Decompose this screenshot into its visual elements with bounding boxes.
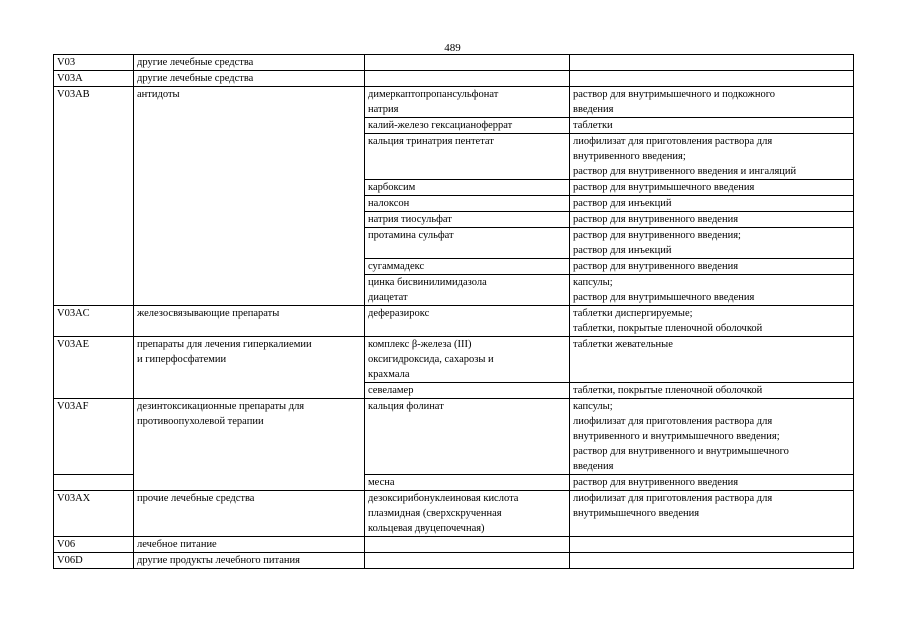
group-name-cell <box>134 196 365 212</box>
dosage-form-cell: капсулы; раствор для внутримышечного введения <box>570 275 854 306</box>
atc-code-cell: V03AB <box>54 87 134 118</box>
atc-code-cell: V03A <box>54 71 134 87</box>
drug-name-cell: налоксон <box>365 196 570 212</box>
drug-name-cell: цинка бисвинилимидазола диацетат <box>365 275 570 306</box>
atc-code-cell: V06D <box>54 553 134 569</box>
drug-name-cell: димеркаптопропансульфонат натрия <box>365 87 570 118</box>
table-row <box>54 399 854 475</box>
table-row <box>54 306 854 337</box>
group-name-cell <box>134 275 365 306</box>
atc-code-cell: V03AF <box>54 399 134 475</box>
group-name-cell <box>134 118 365 134</box>
atc-code-cell <box>54 180 134 196</box>
group-name-cell <box>134 228 365 259</box>
dosage-form-cell <box>570 55 854 71</box>
drug-name-cell: протамина сульфат <box>365 228 570 259</box>
dosage-form-cell: раствор для внутримышечного и подкожного введения <box>570 87 854 118</box>
drug-name-cell <box>365 55 570 71</box>
table-row <box>54 259 854 275</box>
atc-code-cell: V03 <box>54 55 134 71</box>
dosage-form-cell: раствор для внутримышечного введения <box>570 180 854 196</box>
dosage-form-cell <box>570 71 854 87</box>
dosage-form-cell <box>570 553 854 569</box>
group-name-cell: лечебное питание <box>134 537 365 553</box>
atc-code-cell: V03AX <box>54 491 134 537</box>
group-name-cell: другие продукты лечебного питания <box>134 553 365 569</box>
dosage-form-cell: таблетки, покрытые пленочной оболочкой <box>570 383 854 399</box>
drug-name-cell: натрия тиосульфат <box>365 212 570 228</box>
atc-code-cell <box>54 475 134 491</box>
atc-code-cell: V06 <box>54 537 134 553</box>
table-row <box>54 180 854 196</box>
table-row <box>54 55 854 71</box>
drug-name-cell <box>365 71 570 87</box>
group-name-cell: другие лечебные средства <box>134 55 365 71</box>
table-row <box>54 228 854 259</box>
drug-name-cell <box>365 553 570 569</box>
group-name-cell: прочие лечебные средства <box>134 491 365 537</box>
table-row <box>54 475 854 491</box>
dosage-form-cell: раствор для внутривенного введения <box>570 259 854 275</box>
group-name-cell: дезинтоксикационные препараты для противоопухолевой терапии <box>134 399 365 475</box>
dosage-form-cell <box>570 537 854 553</box>
group-name-cell: железосвязывающие препараты <box>134 306 365 337</box>
table-row <box>54 212 854 228</box>
group-name-cell <box>134 475 365 491</box>
atc-code-cell <box>54 228 134 259</box>
dosage-form-cell: таблетки жевательные <box>570 337 854 383</box>
table-row <box>54 553 854 569</box>
table-row <box>54 537 854 553</box>
drug-name-cell: сугаммадекс <box>365 259 570 275</box>
table-row <box>54 275 854 306</box>
drug-name-cell: кальция тринатрия пентетат <box>365 134 570 180</box>
dosage-form-cell: раствор для внутривенного введения; раствор для инъекций <box>570 228 854 259</box>
drug-name-cell: месна <box>365 475 570 491</box>
dosage-form-cell: раствор для внутривенного введения <box>570 212 854 228</box>
group-name-cell: другие лечебные средства <box>134 71 365 87</box>
atc-code-cell <box>54 259 134 275</box>
dosage-form-cell: лиофилизат для приготовления раствора для внутримышечного введения <box>570 491 854 537</box>
drug-classification-table <box>53 54 854 569</box>
page-number: 489 <box>444 42 461 54</box>
drug-name-cell: деферазирокс <box>365 306 570 337</box>
dosage-form-cell: таблетки диспергируемые; таблетки, покрытые пленочной оболочкой <box>570 306 854 337</box>
drug-name-cell: комплекс β-железа (III) оксигидроксида, сахарозы и крахмала <box>365 337 570 383</box>
dosage-form-cell: лиофилизат для приготовления раствора для внутривенного введения; раствор для внутривенного введения и ингаляций <box>570 134 854 180</box>
group-name-cell <box>134 259 365 275</box>
atc-code-cell <box>54 118 134 134</box>
table-row <box>54 196 854 212</box>
atc-code-cell <box>54 196 134 212</box>
drug-name-cell: севеламер <box>365 383 570 399</box>
drug-name-cell: карбоксим <box>365 180 570 196</box>
atc-code-cell <box>54 383 134 399</box>
atc-code-cell: V03AC <box>54 306 134 337</box>
table-row <box>54 118 854 134</box>
drug-name-cell: дезоксирибонуклеиновая кислота плазмидная (сверхскрученная кольцевая двуцепочечная) <box>365 491 570 537</box>
atc-code-cell <box>54 275 134 306</box>
atc-code-cell <box>54 134 134 180</box>
table-row <box>54 87 854 118</box>
drug-name-cell: кальция фолинат <box>365 399 570 475</box>
dosage-form-cell: таблетки <box>570 118 854 134</box>
table-row <box>54 383 854 399</box>
table-row <box>54 491 854 537</box>
group-name-cell: препараты для лечения гиперкалиемии и гиперфосфатемии <box>134 337 365 383</box>
dosage-form-cell: капсулы; лиофилизат для приготовления раствора для внутривенного и внутримышечного введения; раствор для внутривенного и внутримышечного введения <box>570 399 854 475</box>
group-name-cell <box>134 180 365 196</box>
table-row <box>54 71 854 87</box>
group-name-cell: антидоты <box>134 87 365 118</box>
group-name-cell <box>134 383 365 399</box>
group-name-cell <box>134 212 365 228</box>
table-row <box>54 337 854 383</box>
drug-name-cell <box>365 537 570 553</box>
table-row <box>54 134 854 180</box>
group-name-cell <box>134 134 365 180</box>
atc-code-cell: V03AE <box>54 337 134 383</box>
drug-name-cell: калий-железо гексацианоферрат <box>365 118 570 134</box>
atc-code-cell <box>54 212 134 228</box>
dosage-form-cell: раствор для внутривенного введения <box>570 475 854 491</box>
dosage-form-cell: раствор для инъекций <box>570 196 854 212</box>
